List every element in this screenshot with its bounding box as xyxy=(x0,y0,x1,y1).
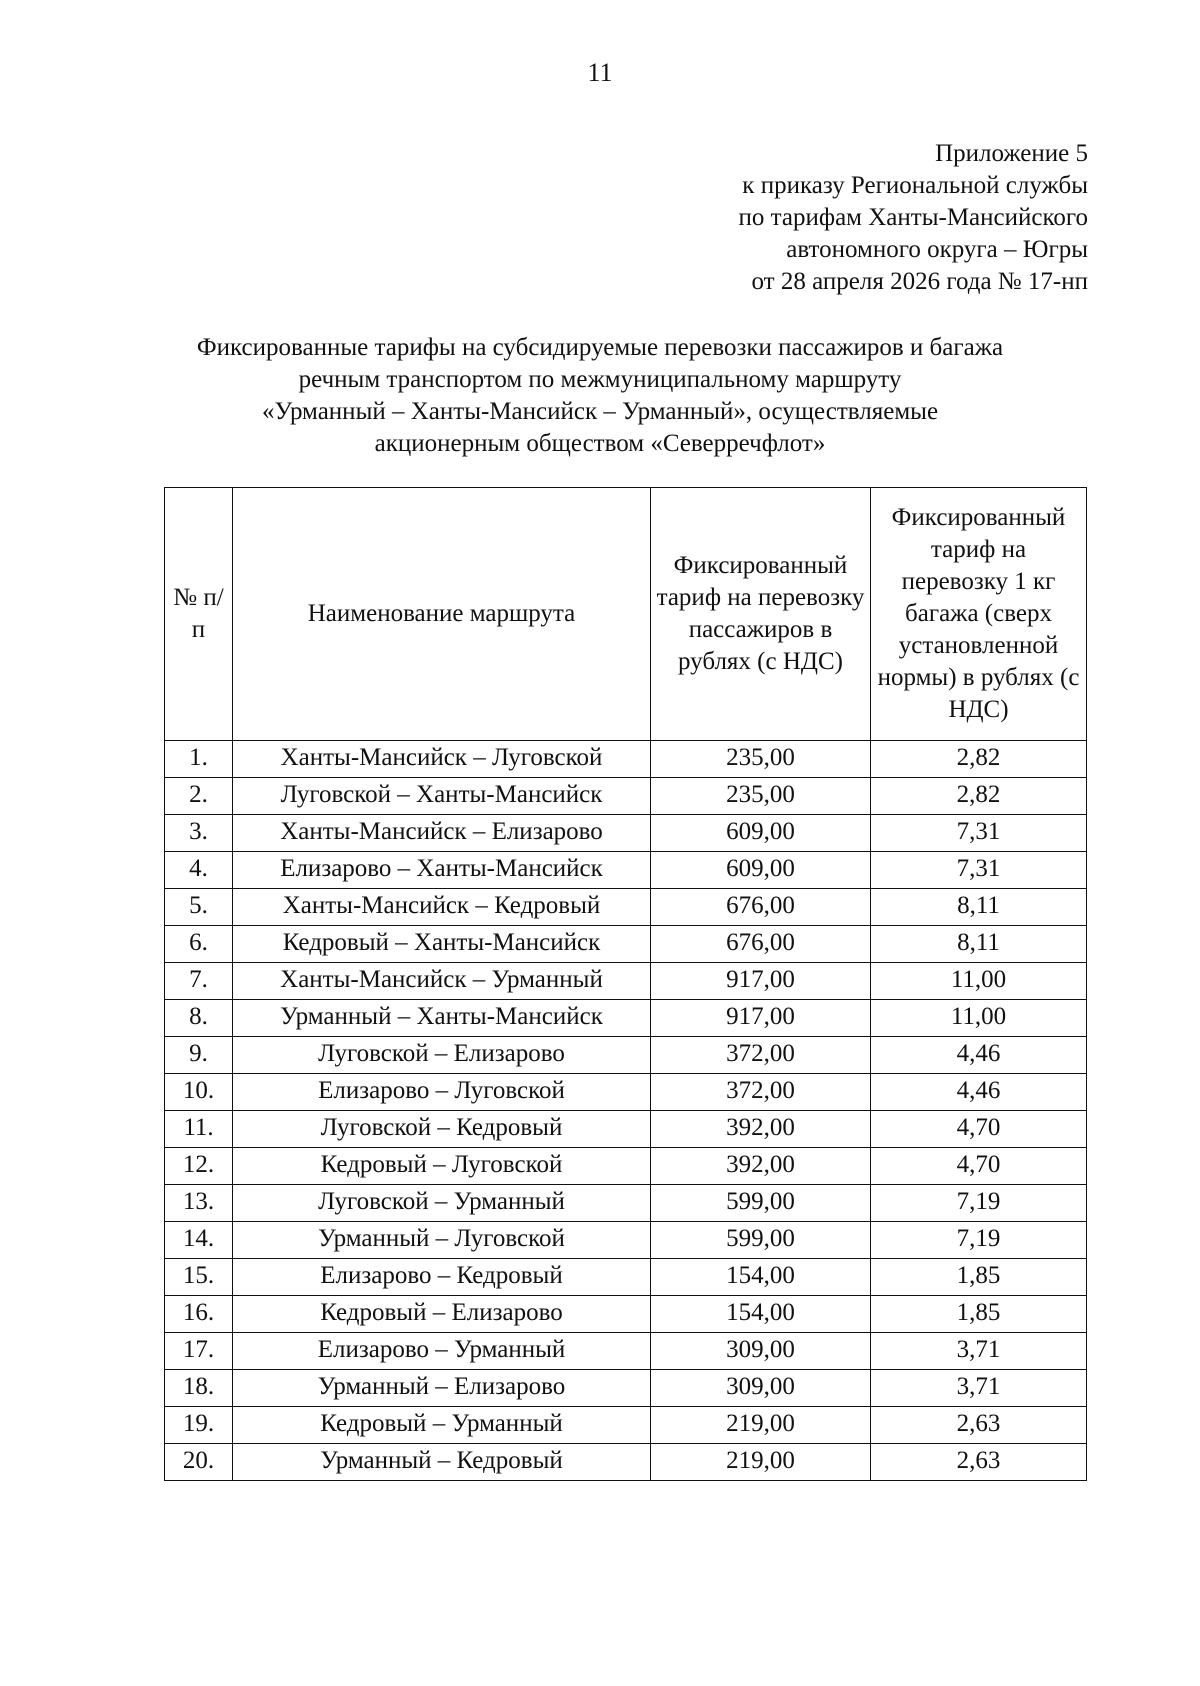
route-name-cell: Кедровый – Луговской xyxy=(233,1148,651,1185)
title-line: Фиксированные тарифы на субсидируемые перевозки пассажиров и багажа xyxy=(196,334,1004,361)
passenger-tariff-cell: 372,00 xyxy=(651,1037,871,1074)
table-row xyxy=(165,778,1087,815)
route-name-cell: Ханты-Мансийск – Кедровый xyxy=(233,889,651,926)
row-number-cell: 15. xyxy=(165,1259,233,1296)
appendix-block xyxy=(528,138,1088,298)
route-name-cell: Кедровый – Урманный xyxy=(233,1407,651,1444)
row-number-cell: 14. xyxy=(165,1222,233,1259)
table-row xyxy=(165,1000,1087,1037)
route-name-cell: Ханты-Мансийск – Луговской xyxy=(233,741,651,778)
table-row xyxy=(165,926,1087,963)
passenger-tariff-cell: 235,00 xyxy=(651,778,871,815)
route-name-cell: Луговской – Елизарово xyxy=(233,1037,651,1074)
table-row xyxy=(165,1074,1087,1111)
title-line: акционерным обществом «Северречфлот» xyxy=(374,430,826,457)
passenger-tariff-cell: 154,00 xyxy=(651,1296,871,1333)
baggage-tariff-cell: 2,63 xyxy=(871,1407,1087,1444)
row-number-cell: 10. xyxy=(165,1074,233,1111)
table-header-row xyxy=(165,488,1087,741)
table-row xyxy=(165,852,1087,889)
baggage-tariff-cell: 4,70 xyxy=(871,1111,1087,1148)
table-row xyxy=(165,963,1087,1000)
table-row xyxy=(165,1111,1087,1148)
appendix-line: по тарифам Ханты-Мансийского xyxy=(738,204,1088,231)
table-row xyxy=(165,1407,1087,1444)
passenger-tariff-cell: 219,00 xyxy=(651,1444,871,1481)
passenger-tariff-cell: 309,00 xyxy=(651,1333,871,1370)
passenger-tariff-cell: 599,00 xyxy=(651,1222,871,1259)
table-row xyxy=(165,815,1087,852)
title-line: речным транспортом по межмуниципальному маршруту xyxy=(298,366,902,393)
tariff-table xyxy=(164,487,1087,1481)
title-line: «Урманный – Ханты-Мансийск – Урманный», осуществляемые xyxy=(261,398,939,425)
row-number-cell: 2. xyxy=(165,778,233,815)
baggage-tariff-cell: 1,85 xyxy=(871,1259,1087,1296)
passenger-tariff-cell: 372,00 xyxy=(651,1074,871,1111)
passenger-tariff-cell: 676,00 xyxy=(651,889,871,926)
route-name-cell: Урманный – Кедровый xyxy=(233,1444,651,1481)
appendix-line: Приложение 5 xyxy=(935,140,1088,167)
row-number-cell: 19. xyxy=(165,1407,233,1444)
baggage-tariff-cell: 11,00 xyxy=(871,963,1087,1000)
row-number-cell: 9. xyxy=(165,1037,233,1074)
baggage-tariff-cell: 4,46 xyxy=(871,1037,1087,1074)
table-row xyxy=(165,1444,1087,1481)
route-name-cell: Елизарово – Луговской xyxy=(233,1074,651,1111)
baggage-tariff-cell: 4,46 xyxy=(871,1074,1087,1111)
route-name-cell: Елизарово – Урманный xyxy=(233,1333,651,1370)
route-name-cell: Ханты-Мансийск – Елизарово xyxy=(233,815,651,852)
header-passenger-tariff: Фиксированный тариф на перевозку пассажиров в рублях (с НДС) xyxy=(651,488,871,741)
row-number-cell: 8. xyxy=(165,1000,233,1037)
baggage-tariff-cell: 7,31 xyxy=(871,815,1087,852)
table-row xyxy=(165,889,1087,926)
passenger-tariff-cell: 917,00 xyxy=(651,1000,871,1037)
row-number-cell: 4. xyxy=(165,852,233,889)
passenger-tariff-cell: 609,00 xyxy=(651,815,871,852)
passenger-tariff-cell: 219,00 xyxy=(651,1407,871,1444)
table-row xyxy=(165,1296,1087,1333)
row-number-cell: 18. xyxy=(165,1370,233,1407)
table-row xyxy=(165,1370,1087,1407)
baggage-tariff-cell: 8,11 xyxy=(871,889,1087,926)
appendix-line: к приказу Региональной службы xyxy=(742,172,1088,199)
route-name-cell: Елизарово – Ханты-Мансийск xyxy=(233,852,651,889)
row-number-cell: 12. xyxy=(165,1148,233,1185)
route-name-cell: Елизарово – Кедровый xyxy=(233,1259,651,1296)
baggage-tariff-cell: 4,70 xyxy=(871,1148,1087,1185)
table-row xyxy=(165,741,1087,778)
baggage-tariff-cell: 7,19 xyxy=(871,1222,1087,1259)
header-route: Наименование маршрута xyxy=(233,488,651,741)
baggage-tariff-cell: 8,11 xyxy=(871,926,1087,963)
passenger-tariff-cell: 392,00 xyxy=(651,1148,871,1185)
row-number-cell: 16. xyxy=(165,1296,233,1333)
row-number-cell: 3. xyxy=(165,815,233,852)
baggage-tariff-cell: 2,63 xyxy=(871,1444,1087,1481)
row-number-cell: 11. xyxy=(165,1111,233,1148)
table-row xyxy=(165,1185,1087,1222)
table-row xyxy=(165,1148,1087,1185)
table-row xyxy=(165,1222,1087,1259)
route-name-cell: Кедровый – Ханты-Мансийск xyxy=(233,926,651,963)
route-name-cell: Луговской – Ханты-Мансийск xyxy=(233,778,651,815)
row-number-cell: 1. xyxy=(165,741,233,778)
table-body xyxy=(165,741,1087,1481)
route-name-cell: Луговской – Кедровый xyxy=(233,1111,651,1148)
baggage-tariff-cell: 7,19 xyxy=(871,1185,1087,1222)
page-number: 11 xyxy=(587,58,613,87)
row-number-cell: 5. xyxy=(165,889,233,926)
row-number-cell: 20. xyxy=(165,1444,233,1481)
row-number-cell: 13. xyxy=(165,1185,233,1222)
header-baggage-tariff: Фиксированный тариф на перевозку 1 кг багажа (сверх установленной нормы) в рублях (с НДС) xyxy=(871,488,1087,741)
header-number: № п/п xyxy=(165,488,233,741)
route-name-cell: Урманный – Елизарово xyxy=(233,1370,651,1407)
row-number-cell: 6. xyxy=(165,926,233,963)
route-name-cell: Луговской – Урманный xyxy=(233,1185,651,1222)
baggage-tariff-cell: 7,31 xyxy=(871,852,1087,889)
appendix-line: автономного округа – Югры xyxy=(786,236,1088,263)
baggage-tariff-cell: 1,85 xyxy=(871,1296,1087,1333)
passenger-tariff-cell: 235,00 xyxy=(651,741,871,778)
baggage-tariff-cell: 3,71 xyxy=(871,1370,1087,1407)
route-name-cell: Ханты-Мансийск – Урманный xyxy=(233,963,651,1000)
passenger-tariff-cell: 676,00 xyxy=(651,926,871,963)
baggage-tariff-cell: 3,71 xyxy=(871,1333,1087,1370)
row-number-cell: 7. xyxy=(165,963,233,1000)
document-title xyxy=(100,332,1100,460)
route-name-cell: Урманный – Луговской xyxy=(233,1222,651,1259)
baggage-tariff-cell: 11,00 xyxy=(871,1000,1087,1037)
row-number-cell: 17. xyxy=(165,1333,233,1370)
passenger-tariff-cell: 309,00 xyxy=(651,1370,871,1407)
route-name-cell: Урманный – Ханты-Мансийск xyxy=(233,1000,651,1037)
passenger-tariff-cell: 392,00 xyxy=(651,1111,871,1148)
passenger-tariff-cell: 599,00 xyxy=(651,1185,871,1222)
passenger-tariff-cell: 917,00 xyxy=(651,963,871,1000)
baggage-tariff-cell: 2,82 xyxy=(871,778,1087,815)
appendix-line: от 28 апреля 2026 года № 17-нп xyxy=(751,268,1088,295)
table-row xyxy=(165,1037,1087,1074)
baggage-tariff-cell: 2,82 xyxy=(871,741,1087,778)
passenger-tariff-cell: 154,00 xyxy=(651,1259,871,1296)
table-row xyxy=(165,1259,1087,1296)
route-name-cell: Кедровый – Елизарово xyxy=(233,1296,651,1333)
passenger-tariff-cell: 609,00 xyxy=(651,852,871,889)
table-row xyxy=(165,1333,1087,1370)
